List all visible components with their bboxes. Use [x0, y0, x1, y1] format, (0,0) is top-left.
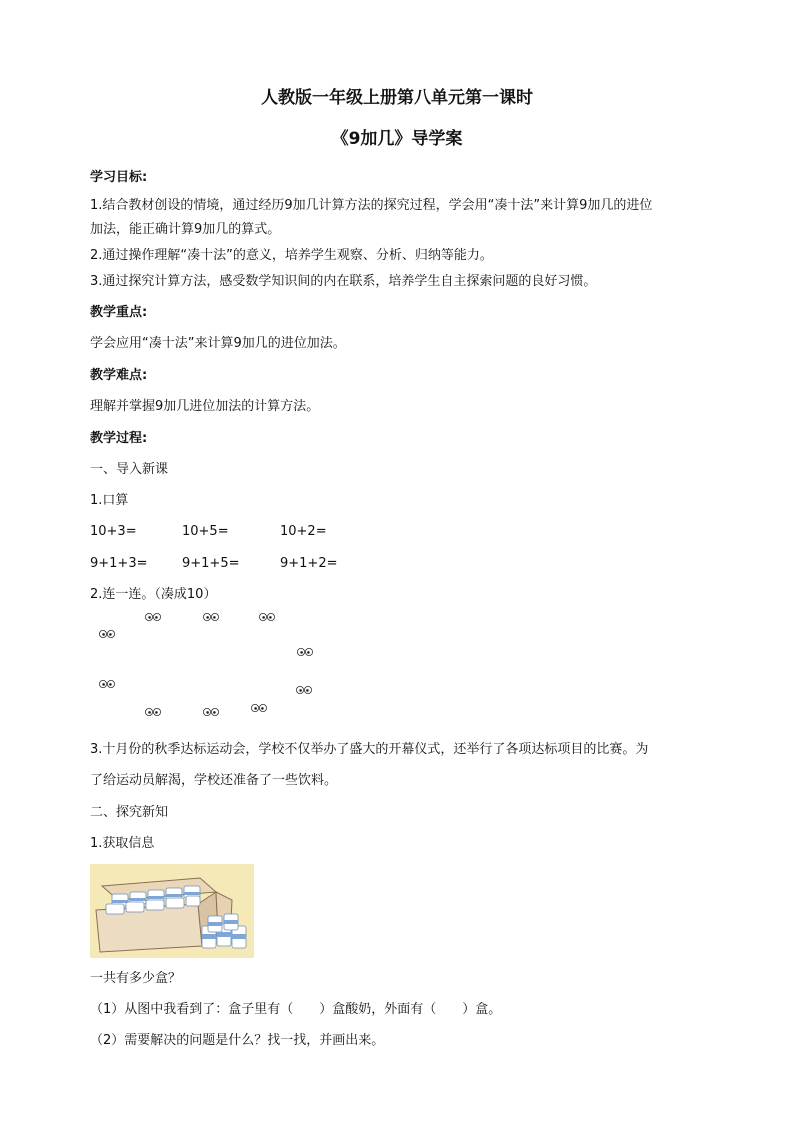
goal-2: 2.通过操作理解“凑十法”的意义，培养学生观察、分析、归纳等能力。	[90, 248, 493, 263]
digit-figure[interactable]	[140, 611, 166, 647]
goal-3: 3.通过探究计算方法，感受数学知识间的内在联系，培养学生自主探索问题的良好习惯。	[90, 274, 597, 289]
key-text: 学会应用“凑十法”来计算9加几的进位加法。	[90, 336, 346, 351]
digit-figure[interactable]	[246, 702, 272, 738]
oral-heading: 1.口算	[90, 493, 129, 508]
page-subtitle: 《9加几》导学案	[331, 129, 463, 149]
goals-heading: 学习目标:	[90, 170, 148, 185]
goal-1-line-1: 1.结合教材创设的情境，通过经历9加几计算方法的探究过程，学会用“凑十法”来计算9加几的进位	[90, 198, 653, 213]
scenario-line-1: 3.十月份的秋季达标运动会，学校不仅举办了盛大的开幕仪式，还举行了各项达标项目的比赛。为	[90, 742, 649, 757]
digit-figure[interactable]	[94, 678, 120, 714]
process-heading: 教学过程:	[90, 431, 148, 446]
part-1-heading: 一、导入新课	[90, 462, 169, 477]
connect-heading: 2.连一连。（凑成10）	[90, 587, 217, 602]
oral-item: 9+1+3=	[90, 556, 148, 571]
digit-figure[interactable]	[291, 684, 317, 720]
oral-item: 10+5=	[182, 524, 229, 539]
oral-item: 10+3=	[90, 524, 137, 539]
question-text: 一共有多少盒？	[90, 971, 182, 986]
difficult-heading: 教学难点:	[90, 368, 148, 383]
digit-figure[interactable]	[198, 706, 224, 742]
digit-figure[interactable]	[292, 646, 318, 682]
oral-item: 9+1+5=	[182, 556, 240, 571]
part-2-heading: 二、探究新知	[90, 805, 169, 820]
goal-1-line-2: 加法，能正确计算9加几的算式。	[90, 222, 281, 237]
yogurt-box-picture	[90, 864, 254, 958]
page-title: 人教版一年级上册第八单元第一课时	[261, 88, 533, 108]
digit-figure[interactable]	[254, 611, 280, 647]
oral-item: 10+2=	[280, 524, 327, 539]
info-heading: 1.获取信息	[90, 836, 155, 851]
question-1: （1）从图中我看到了：盒子里有（ ）盒酸奶，外面有（ ）盒。	[90, 1002, 502, 1017]
digit-figure[interactable]	[140, 706, 166, 742]
difficult-text: 理解并掌握9加几进位加法的计算方法。	[90, 399, 320, 414]
oral-item: 9+1+2=	[280, 556, 338, 571]
question-2: （2）需要解决的问题是什么？找一找，并画出来。	[90, 1033, 385, 1048]
key-heading: 教学重点:	[90, 305, 148, 320]
scenario-line-2: 了给运动员解渴，学校还准备了一些饮料。	[90, 773, 338, 788]
digit-figure[interactable]	[94, 628, 120, 664]
digit-figure[interactable]	[198, 611, 224, 647]
